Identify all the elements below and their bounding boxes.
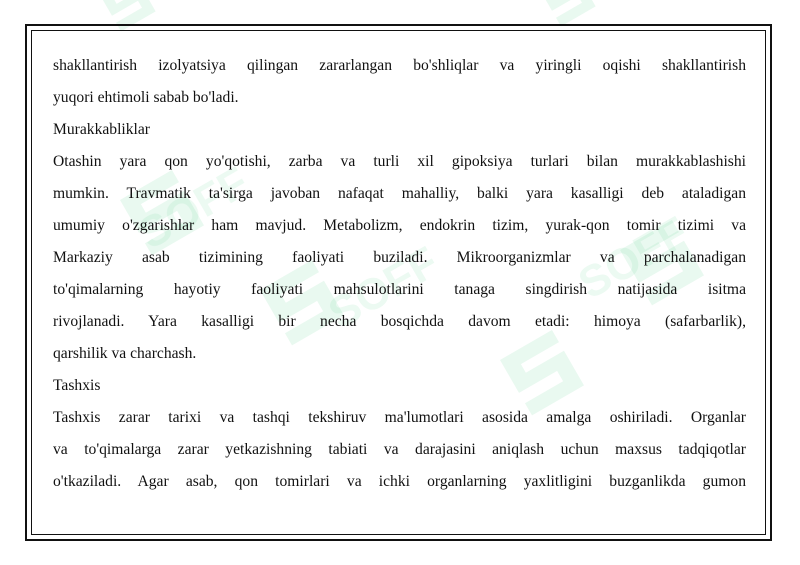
text-line: to'qimalarning hayotiy faoliyati mahsulotlarini tanaga singdirish natijasida isitma bbox=[53, 281, 746, 298]
text-line: Markaziy asab tizimining faoliyati buziladi. Mikroorganizmlar va parchalanadigan bbox=[53, 249, 746, 266]
text-line: rivojlanadi. Yara kasalligi bir necha bosqichda davom etadi: himoya (safarbarlik), bbox=[53, 313, 746, 330]
text-line: o'tkaziladi. Agar asab, qon tomirlari va ichki organlarning yaxlitligini buzganlikda gumon bbox=[53, 473, 746, 490]
text-line: yuqori ehtimoli sabab bo'ladi. bbox=[53, 89, 239, 106]
text-line: Otashin yara qon yo'qotishi, zarba va turli xil gipoksiya turlari bilan murakkablashishi bbox=[53, 153, 746, 170]
svg-text:SOFF: SOFF bbox=[130, 157, 257, 259]
text-line: qarshilik va charchash. bbox=[53, 345, 197, 362]
document-body bbox=[53, 50, 746, 498]
svg-text:SOFF: SOFF bbox=[570, 207, 697, 309]
text-line: umumiy o'zgarishlar ham mavjud. Metabolizm, endokrin tizim, yurak-qon tomir tizimi va bbox=[53, 217, 746, 234]
section-heading-tashxis: Tashxis bbox=[53, 377, 101, 394]
text-line: Tashxis zarar tarixi va tashqi tekshiruv ma'lumotlari asosida amalga oshiriladi. Organlar bbox=[53, 409, 746, 426]
svg-text:SOFF: SOFF bbox=[320, 237, 447, 339]
text-line: va to'qimalarga zarar yetkazishning tabiati va darajasini aniqlash uchun maxsus tadqiqotlar bbox=[53, 441, 746, 458]
text-line: mumkin. Travmatik ta'sirga javoban nafaqat mahalliy, balki yara kasalligi deb ataladigan bbox=[53, 185, 746, 202]
text-line: shakllantirish izolyatsiya qilingan zararlangan bo'shliqlar va yiringli oqishi shakllantirish bbox=[53, 57, 746, 74]
section-heading-murakkabliklar: Murakkabliklar bbox=[53, 121, 150, 138]
